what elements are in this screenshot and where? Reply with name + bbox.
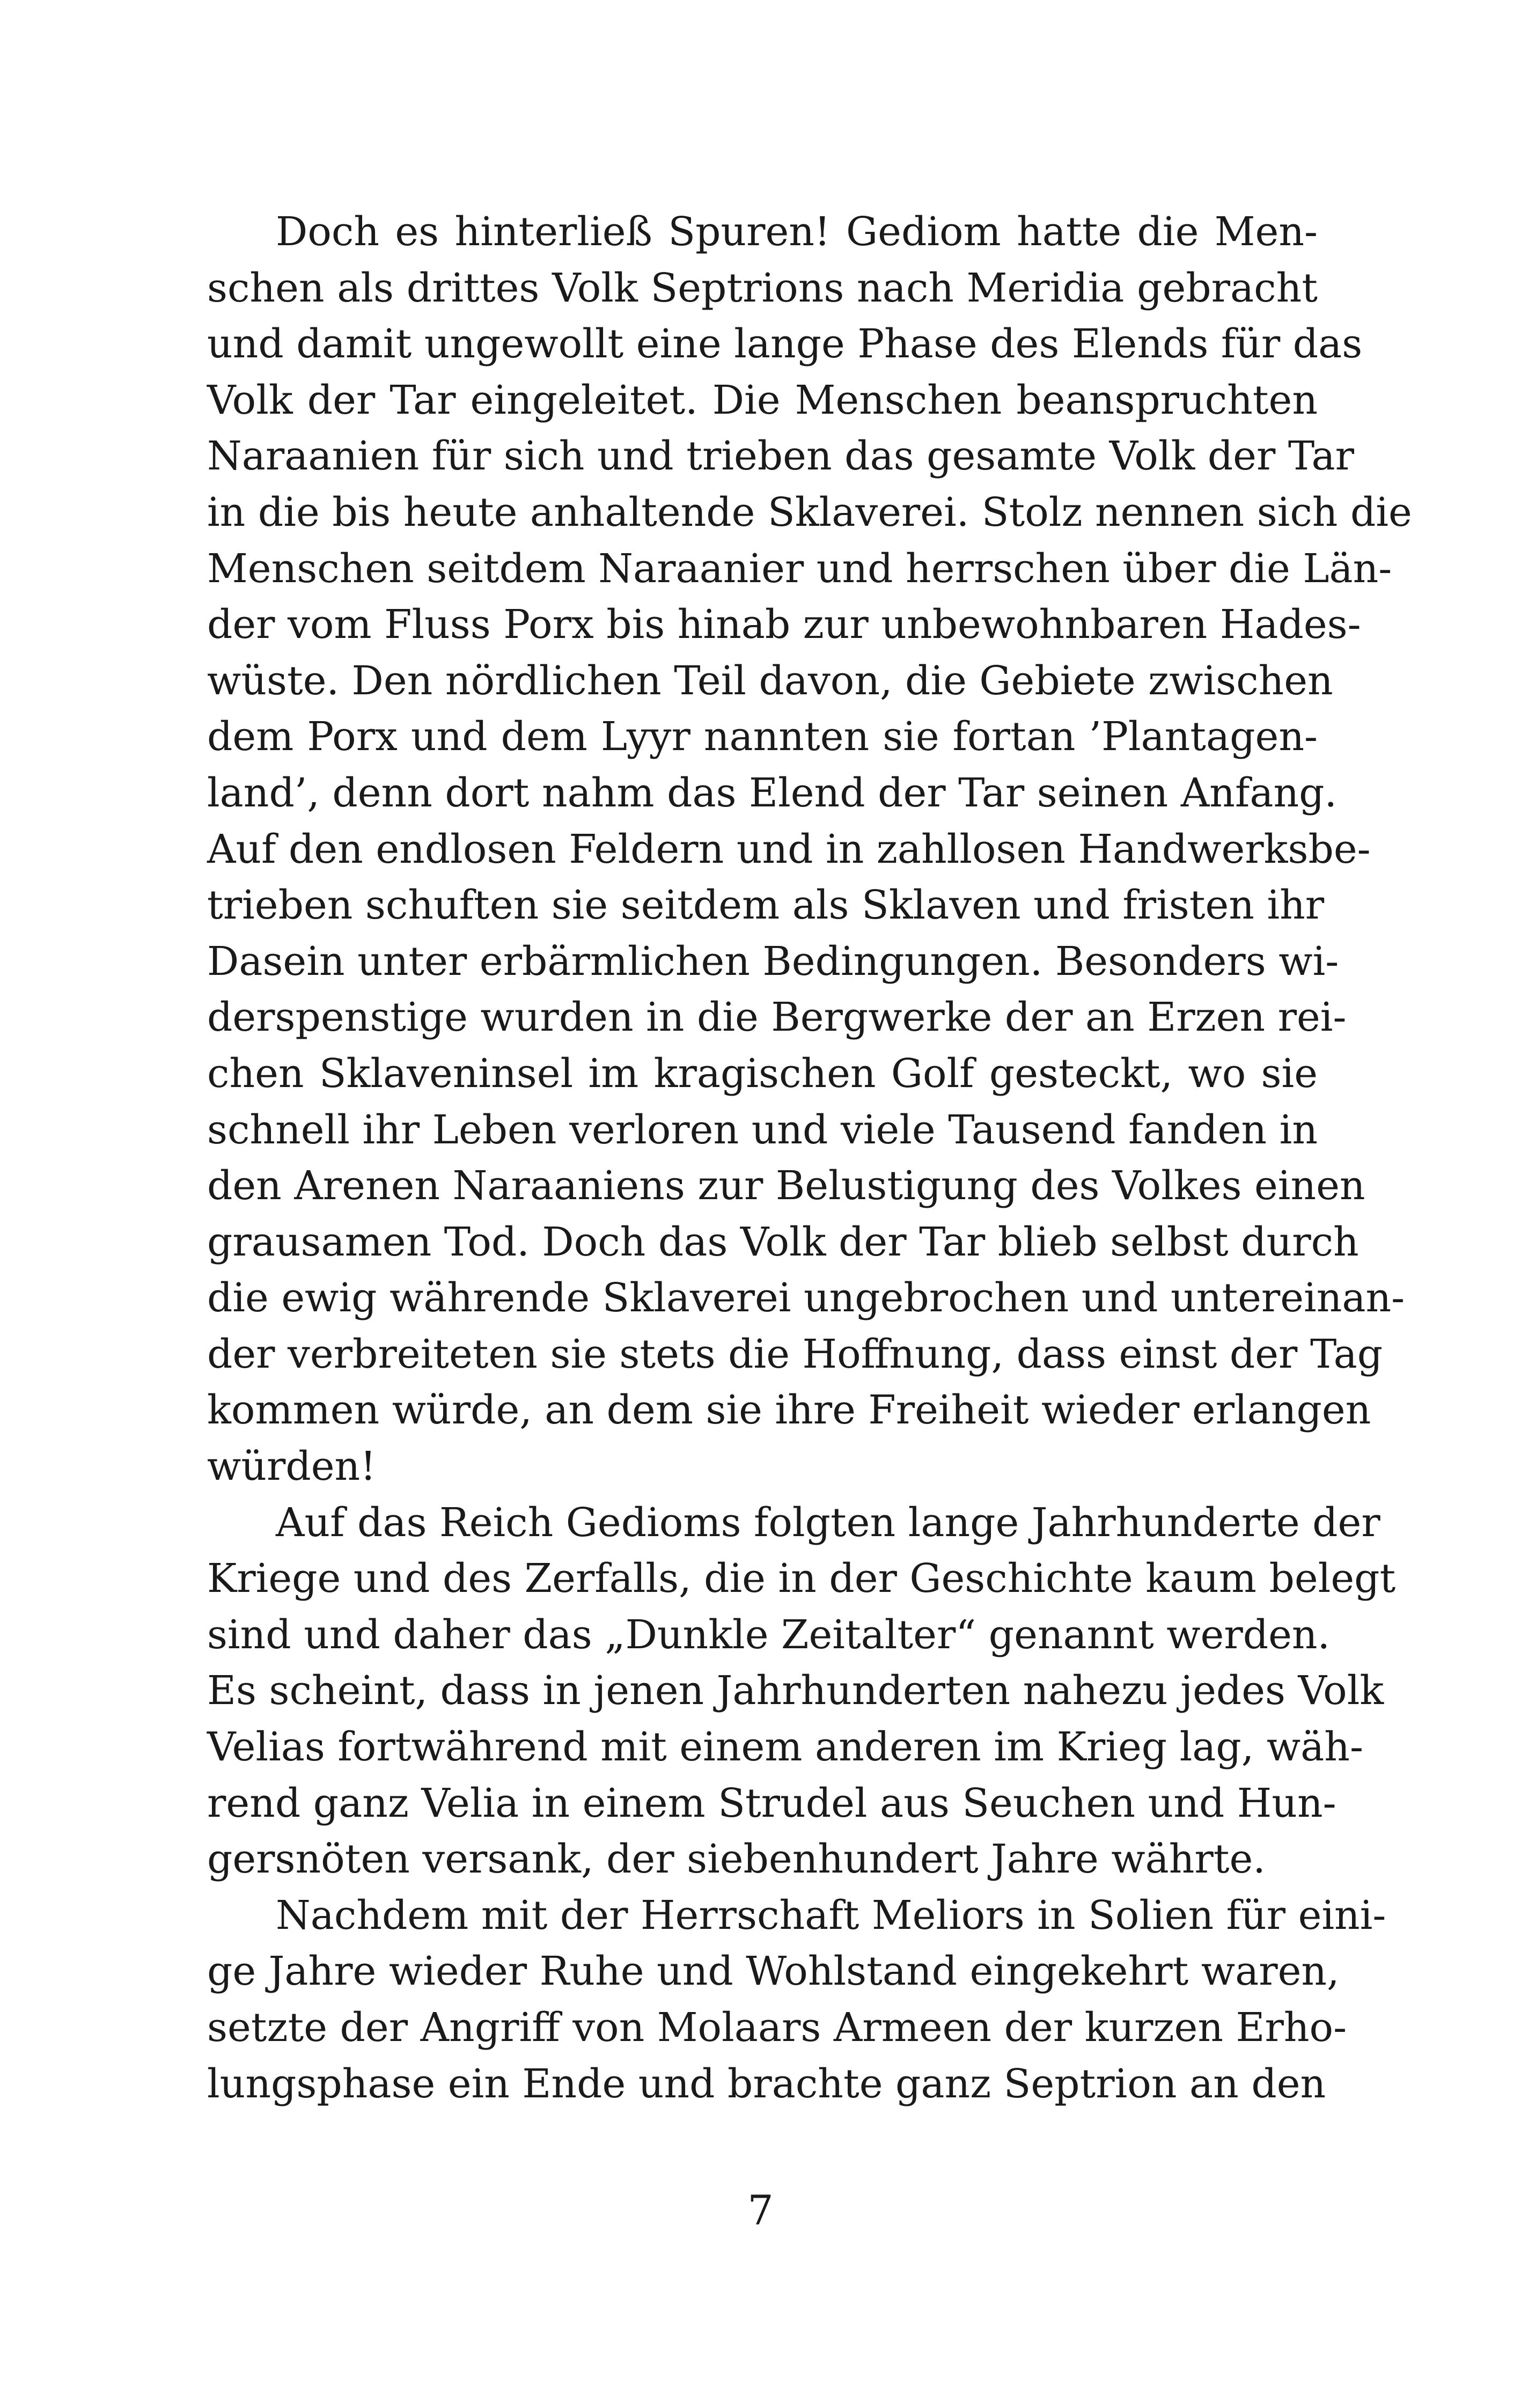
- page-number: 7: [747, 2186, 774, 2234]
- text-line: Auf das Reich Gedioms folgten lange Jahrhunderte der: [276, 1499, 1380, 1546]
- text-line: Kriege und des Zerfalls, die in der Geschichte kaum belegt: [207, 1555, 1396, 1602]
- text-line: rend ganz Velia in einem Strudel aus Seuchen und Hun-: [207, 1780, 1336, 1826]
- text-line: wüste. Den nördlichen Teil davon, die Gebiete zwischen: [207, 657, 1333, 704]
- text-line: der vom Fluss Porx bis hinab zur unbewohnbaren Hades-: [207, 601, 1361, 648]
- text-line: ge Jahre wieder Ruhe und Wohlstand eingekehrt waren,: [207, 1948, 1340, 1995]
- text-line: Menschen seitdem Naraanier und herrschen über die Län-: [207, 545, 1392, 592]
- text-line: Es scheint, dass in jenen Jahrhunderten nahezu jedes Volk: [207, 1668, 1384, 1714]
- paragraph-2: [207, 1495, 1396, 1888]
- text-line: in die bis heute anhaltende Sklaverei. Stolz nennen sich die: [207, 489, 1412, 535]
- text-line: der verbreiteten sie stets die Hoffnung, dass einst der Tag: [207, 1331, 1383, 1377]
- text-line: Dasein unter erbärmlichen Bedingungen. Besonders wi-: [207, 938, 1339, 985]
- text-line: Doch es hinterließ Spuren! Gediom hatte die Men-: [276, 209, 1318, 255]
- text-line: kommen würde, an dem sie ihre Freiheit wieder erlangen: [207, 1387, 1371, 1434]
- text-line: gersnöten versank, der siebenhundert Jahre währte.: [207, 1836, 1266, 1883]
- text-line: Naraanien für sich und trieben das gesamte Volk der Tar: [207, 433, 1354, 480]
- text-line: Auf den endlosen Feldern und in zahllosen Handwerksbe-: [207, 826, 1371, 872]
- text-line: den Arenen Naraaniens zur Belustigung des Volkes einen: [207, 1163, 1365, 1209]
- paragraph-3: [207, 1888, 1386, 2112]
- text-line: die ewig währende Sklaverei ungebrochen und untereinan-: [207, 1275, 1405, 1322]
- text-line: sind und daher das „Dunkle Zeitalter“ genannt werden.: [207, 1611, 1331, 1658]
- text-line: derspenstige wurden in die Bergwerke der an Erzen rei-: [207, 994, 1347, 1041]
- text-line: Volk der Tar eingeleitet. Die Menschen beanspruchten: [207, 377, 1318, 423]
- text-line: setzte der Angriff von Molaars Armeen der kurzen Erho-: [207, 2005, 1347, 2051]
- text-line: grausamen Tod. Doch das Volk der Tar blieb selbst durch: [207, 1218, 1359, 1265]
- paragraph-1: [207, 204, 1412, 1495]
- text-line: dem Porx und dem Lyyr nannten sie fortan ’Plantagen-: [207, 714, 1318, 760]
- text-line: würden!: [207, 1443, 376, 1490]
- text-line: Nachdem mit der Herrschaft Meliors in Solien für eini-: [276, 1892, 1386, 1939]
- text-line: Velias fortwährend mit einem anderen im Krieg lag, wäh-: [207, 1724, 1363, 1771]
- text-line: chen Sklaveninsel im kragischen Golf gesteckt, wo sie: [207, 1050, 1318, 1097]
- text-line: land’, denn dort nahm das Elend der Tar seinen Anfang.: [207, 769, 1338, 816]
- text-line: schnell ihr Leben verloren und viele Tausend fanden in: [207, 1106, 1318, 1153]
- text-line: trieben schuften sie seitdem als Sklaven und fristen ihr: [207, 882, 1325, 929]
- text-line: und damit ungewollt eine lange Phase des Elends für das: [207, 321, 1363, 368]
- body-text: [207, 204, 1412, 2112]
- text-line: lungsphase ein Ende und brachte ganz Septrion an den: [207, 2060, 1326, 2107]
- text-line: schen als drittes Volk Septrions nach Meridia gebracht: [207, 265, 1318, 311]
